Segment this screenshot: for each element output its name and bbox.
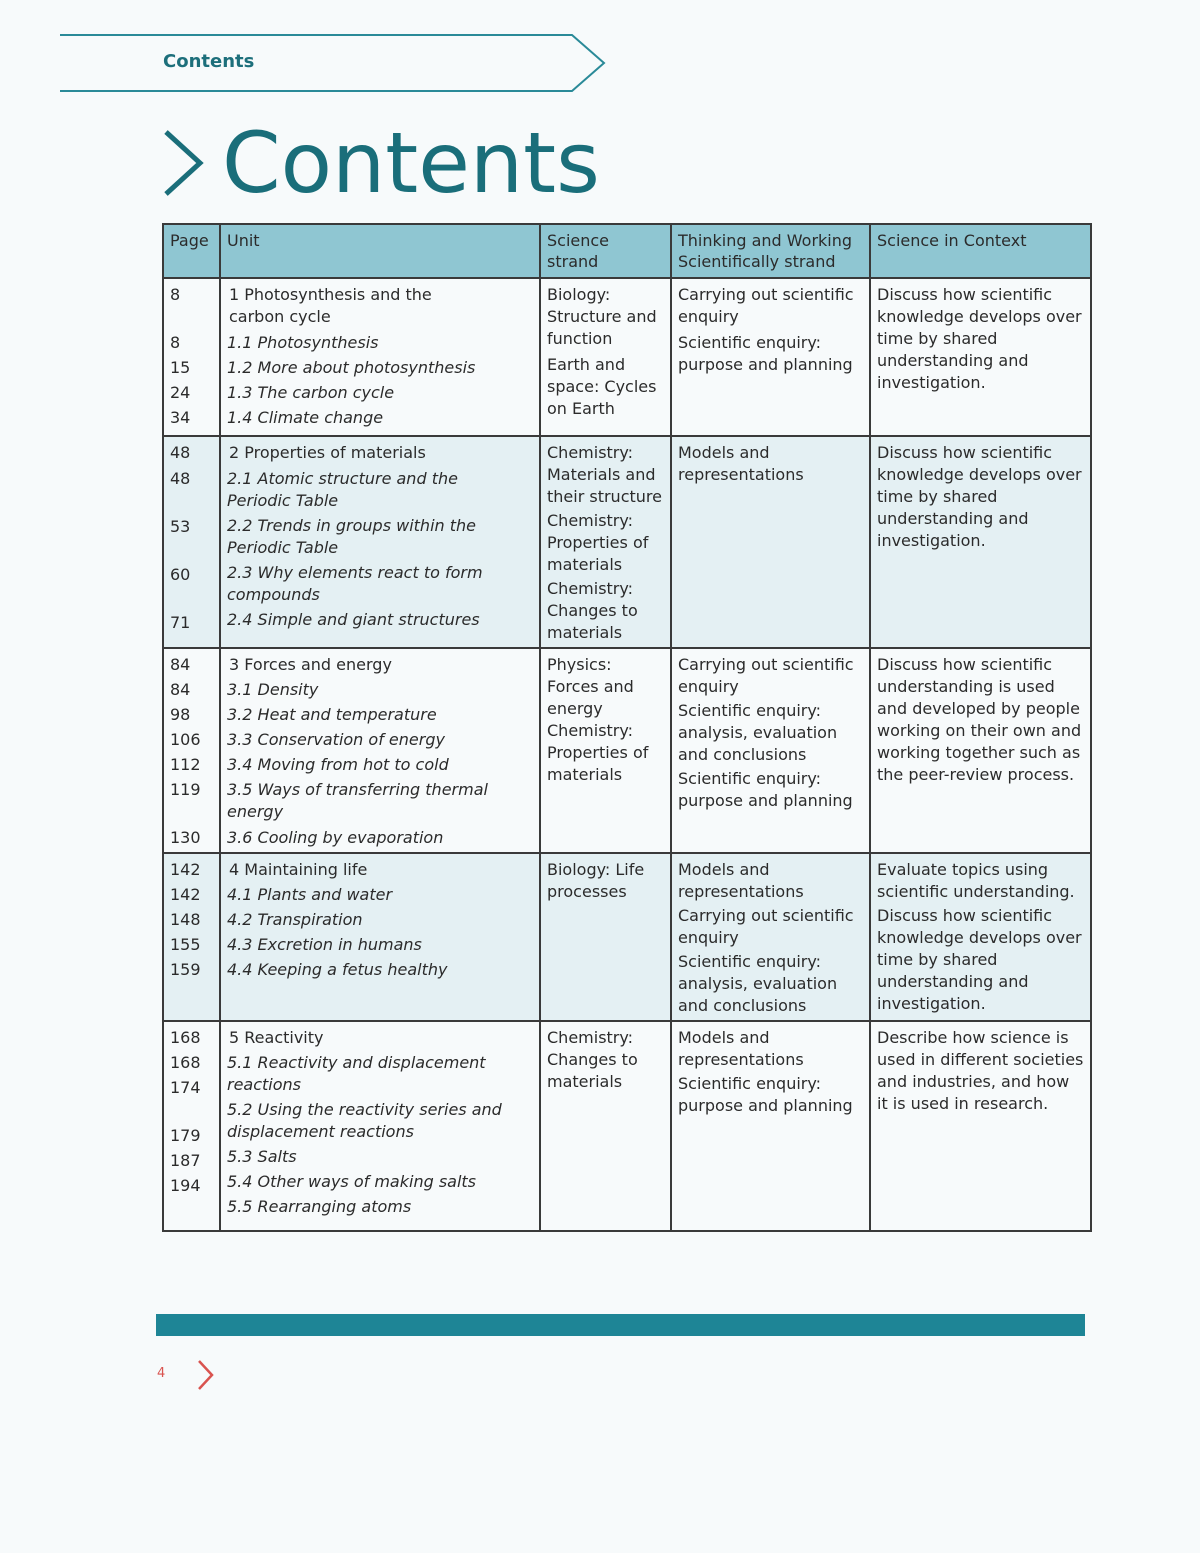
strand-entry: Chemistry: Materials and their structure [547, 443, 662, 506]
page-number: 174 [170, 1078, 201, 1097]
section-title: 1.1 Photosynthesis [227, 333, 379, 352]
context-cell [870, 278, 1091, 436]
page-number: 194 [170, 1176, 201, 1195]
strand-cell [540, 1021, 671, 1231]
page-number: 84 [170, 680, 191, 699]
page-title [160, 114, 600, 212]
table-row [163, 1021, 1091, 1231]
twss-entry: Carrying out scientific enquiry [678, 655, 854, 696]
strand-entry: Chemistry: Properties of materials [547, 511, 649, 574]
page-title-text: Contents [222, 114, 600, 212]
context-cell [870, 1021, 1091, 1231]
column-header-twss: Thinking and Working Scientifically strand [671, 224, 870, 278]
section-title: 3.4 Moving from hot to cold [227, 755, 449, 774]
page-number: 187 [170, 1151, 201, 1170]
section-title: 2.2 Trends in groups within the Periodic Table [227, 516, 476, 557]
section-title: 1.3 The carbon cycle [227, 383, 395, 402]
section-title: 3.5 Ways of transferring thermal energy [227, 780, 488, 821]
page-number: 71 [170, 613, 191, 632]
page-cell [163, 648, 220, 853]
section-title: 1.2 More about photosynthesis [227, 358, 476, 377]
page-number: 168 [170, 1053, 201, 1072]
section-title: 5.3 Salts [227, 1147, 297, 1166]
page-number: 142 [170, 885, 201, 904]
twss-entry: Scientific enquiry: purpose and planning [678, 769, 853, 810]
context-entry: Discuss how scientific knowledge develops over time by shared understanding and investigation. [877, 285, 1082, 392]
twss-entry: Models and representations [678, 1028, 804, 1069]
context-entry: Discuss how scientific knowledge develops over time by shared understanding and investigation. [877, 443, 1082, 550]
strand-entry: Biology: Life processes [547, 860, 645, 901]
strand-entry: Chemistry: Properties of materials [547, 721, 649, 784]
twss-entry: Scientific enquiry: purpose and planning [678, 1074, 853, 1115]
section-title: 2.3 Why elements react to form compounds [227, 563, 483, 604]
unit-cell [220, 648, 540, 853]
twss-entry: Scientific enquiry: analysis, evaluation and conclusions [678, 701, 838, 764]
unit-cell [220, 436, 540, 648]
page-number: 179 [170, 1126, 201, 1145]
unit-title: 2 Properties of materials [229, 443, 426, 462]
page-number: 53 [170, 517, 191, 536]
unit-title: 1 Photosynthesis and the carbon cycle [229, 285, 432, 326]
page-number: 155 [170, 935, 201, 954]
section-title: 3.1 Density [227, 680, 319, 699]
twss-entry: Carrying out scientific enquiry [678, 285, 854, 326]
section-title: 5.4 Other ways of making salts [227, 1172, 477, 1191]
page-number: 168 [170, 1028, 201, 1047]
column-header-page: Page [163, 224, 220, 278]
twss-entry: Scientific enquiry: purpose and planning [678, 333, 853, 374]
section-title: 4.1 Plants and water [227, 885, 393, 904]
page-cell [163, 436, 220, 648]
contents-table [162, 223, 1092, 1232]
page-number: 48 [170, 443, 191, 462]
twss-entry: Models and representations [678, 860, 804, 901]
table-row [163, 436, 1091, 648]
context-entry: Evaluate topics using scientific understanding. [877, 860, 1075, 901]
unit-cell [220, 853, 540, 1021]
page-number: 112 [170, 755, 201, 774]
strand-cell [540, 436, 671, 648]
strand-entry: Biology: Structure and function [547, 285, 657, 348]
page-number: 8 [170, 285, 181, 304]
section-title: 2.1 Atomic structure and the Periodic Table [227, 469, 458, 510]
page-number-footer: 4 [157, 1366, 166, 1381]
chevron-right-icon [196, 1358, 216, 1392]
page-cell [163, 853, 220, 1021]
context-cell [870, 853, 1091, 1021]
page-number: 142 [170, 860, 201, 879]
column-header-context: Science in Context [870, 224, 1091, 278]
table-row [163, 853, 1091, 1021]
page-number: 84 [170, 655, 191, 674]
context-cell [870, 436, 1091, 648]
twss-cell [671, 648, 870, 853]
section-title: 3.2 Heat and temperature [227, 705, 437, 724]
section-title: 4.4 Keeping a fetus healthy [227, 960, 448, 979]
page-cell [163, 278, 220, 436]
page-number: 119 [170, 780, 201, 799]
column-header-strand: Science strand [540, 224, 671, 278]
strand-entry: Earth and space: Cycles on Earth [547, 355, 657, 418]
twss-entry: Carrying out scientific enquiry [678, 906, 854, 947]
table-header-row [163, 224, 1091, 278]
twss-entry: Models and representations [678, 443, 804, 484]
footer-bar [156, 1314, 1085, 1336]
section-title: 3.6 Cooling by evaporation [227, 828, 444, 847]
page-number: 130 [170, 828, 201, 847]
strand-cell [540, 648, 671, 853]
page-number: 98 [170, 705, 191, 724]
section-title: 2.4 Simple and giant structures [227, 610, 480, 629]
section-title: 4.2 Transpiration [227, 910, 363, 929]
page-number: 24 [170, 383, 191, 402]
strand-entry: Physics: Forces and energy [547, 655, 634, 718]
context-cell [870, 648, 1091, 853]
unit-cell [220, 278, 540, 436]
unit-title: 5 Reactivity [229, 1028, 324, 1047]
page-number: 159 [170, 960, 201, 979]
context-entry: Discuss how scientific knowledge develops over time by shared understanding and investigation. [877, 906, 1082, 1013]
running-header-label: Contents [163, 51, 255, 72]
strand-cell [540, 853, 671, 1021]
twss-entry: Scientific enquiry: analysis, evaluation and conclusions [678, 952, 838, 1015]
section-title: 5.1 Reactivity and displacement reactions [227, 1053, 486, 1094]
page-number: 48 [170, 469, 191, 488]
table-row [163, 278, 1091, 436]
unit-title: 3 Forces and energy [229, 655, 392, 674]
twss-cell [671, 278, 870, 436]
table-row [163, 648, 1091, 853]
header-tab-outline [60, 33, 608, 93]
twss-cell [671, 1021, 870, 1231]
page-number: 106 [170, 730, 201, 749]
page-number: 15 [170, 358, 191, 377]
page-number: 8 [170, 333, 181, 352]
context-entry: Discuss how scientific understanding is used and developed by people working on their own and working together such as the peer-review process. [877, 655, 1082, 784]
context-entry: Describe how science is used in different societies and industries, and how it is used in research. [877, 1028, 1084, 1113]
section-title: 4.3 Excretion in humans [227, 935, 422, 954]
column-header-unit: Unit [220, 224, 540, 278]
page-cell [163, 1021, 220, 1231]
unit-title: 4 Maintaining life [229, 860, 368, 879]
strand-entry: Chemistry: Changes to materials [547, 579, 638, 642]
page-number: 148 [170, 910, 201, 929]
page-number: 34 [170, 408, 191, 427]
page-number: 60 [170, 565, 191, 584]
section-title: 1.4 Climate change [227, 408, 384, 427]
twss-cell [671, 436, 870, 648]
running-header [60, 33, 608, 93]
strand-entry: Chemistry: Changes to materials [547, 1028, 638, 1091]
unit-cell [220, 1021, 540, 1231]
chevron-right-icon [160, 128, 208, 198]
twss-cell [671, 853, 870, 1021]
strand-cell [540, 278, 671, 436]
section-title: 3.3 Conservation of energy [227, 730, 445, 749]
section-title: 5.5 Rearranging atoms [227, 1197, 412, 1216]
section-title: 5.2 Using the reactivity series and displacement reactions [227, 1100, 502, 1141]
